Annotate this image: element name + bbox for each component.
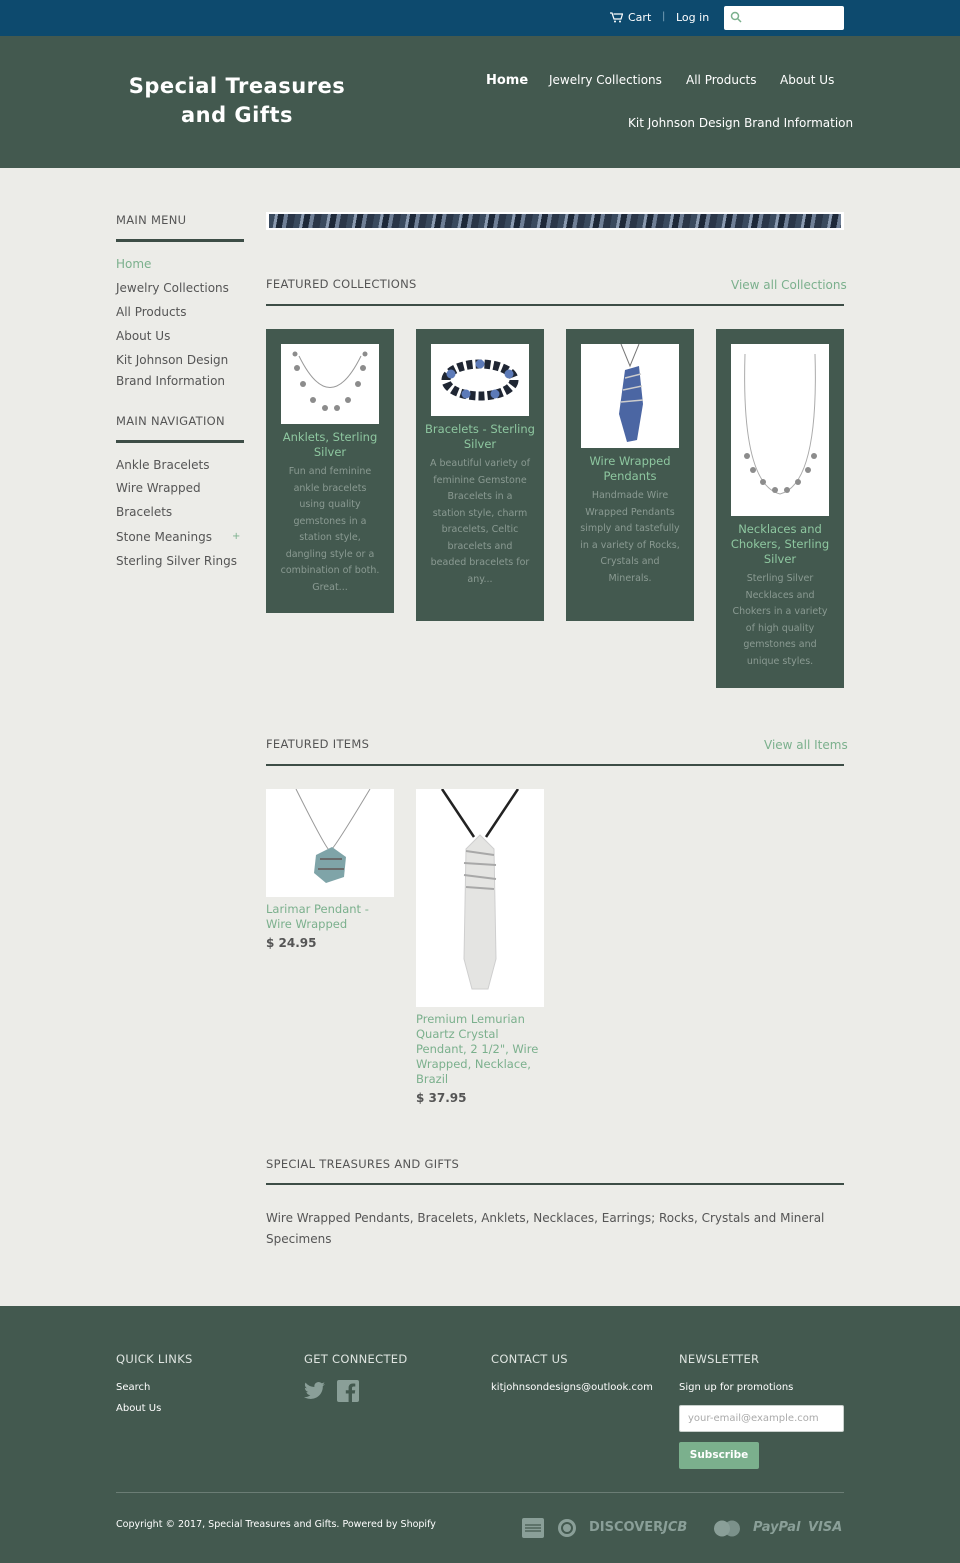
- collection-image: [581, 344, 679, 448]
- collection-image: [281, 344, 379, 424]
- sidebar-item-jewelry-collections[interactable]: Jewelry Collections: [116, 281, 229, 295]
- site-footer: [0, 1306, 960, 1563]
- sidebar-item-home[interactable]: Home: [116, 257, 152, 271]
- main-navigation-heading: MAIN NAVIGATION: [116, 414, 225, 428]
- nav-all-products[interactable]: All Products: [686, 73, 757, 87]
- sidebar-item-ankle-bracelets[interactable]: Ankle Bracelets: [116, 458, 210, 472]
- featured-collections-heading: FEATURED COLLECTIONS: [266, 277, 417, 291]
- view-all-items-link[interactable]: View all Items: [764, 738, 848, 752]
- product-title[interactable]: Premium Lemurian Quartz Crystal Pendant, 2 1/2", Wire Wrapped, Necklace, Brazil: [416, 1012, 539, 1086]
- collection-title: Anklets, Sterling Silver: [282, 430, 378, 459]
- search-input[interactable]: [724, 6, 844, 30]
- nav-brand-information[interactable]: Kit Johnson Design Brand Information: [628, 116, 854, 130]
- sidebar-item-stone-meanings[interactable]: Stone Meanings: [116, 530, 212, 544]
- site-logo[interactable]: Special Treasures and Gifts: [128, 74, 346, 127]
- divider: [116, 239, 244, 242]
- nav-about-us[interactable]: About Us: [780, 73, 835, 87]
- newsletter-heading: NEWSLETTER: [679, 1352, 760, 1366]
- facebook-icon[interactable]: [337, 1380, 359, 1406]
- product-price: $ 24.95: [266, 936, 317, 950]
- sidebar-item-wire-wrapped-bracelets[interactable]: Wire Wrapped Bracelets: [116, 481, 201, 519]
- login-link[interactable]: Log in: [676, 11, 710, 24]
- jcb-icon: JCB: [663, 1520, 688, 1535]
- collection-title: Necklaces and Chokers, Sterling Silver: [730, 522, 830, 566]
- view-all-collections-link[interactable]: View all Collections: [731, 278, 847, 292]
- site-header: [0, 36, 960, 168]
- hero-banner[interactable]: [266, 212, 844, 230]
- collection-title: Wire Wrapped Pendants: [589, 454, 671, 483]
- divider: [266, 304, 844, 306]
- nav-jewelry-collections[interactable]: Jewelry Collections: [549, 73, 662, 87]
- amex-icon: [522, 1518, 544, 1538]
- collection-description: Fun and feminine ankle bracelets using quality gemstones in a station style, dangling style or a combination of both. Great...: [280, 466, 380, 593]
- twitter-icon[interactable]: [304, 1381, 326, 1405]
- collection-description: Sterling Silver Necklaces and Chokers in a variety of high quality gemstones and unique styles.: [732, 573, 828, 667]
- cart-label: Cart: [628, 11, 652, 24]
- newsletter-text: Sign up for promotions: [679, 1382, 794, 1393]
- collection-description: A beautiful variety of feminine Gemstone Bracelets in a station style, charm bracelets, Celtic bracelets and beaded bracelets for any...: [430, 458, 530, 585]
- footer-link-about-us[interactable]: About Us: [116, 1403, 162, 1414]
- about-text: Wire Wrapped Pendants, Bracelets, Anklets, Necklaces, Earrings; Rocks, Crystals and Mineral Specimens: [266, 1211, 825, 1246]
- collection-image: [731, 344, 829, 516]
- nav-home[interactable]: Home: [486, 73, 529, 88]
- collection-card-bracelets[interactable]: [416, 329, 544, 621]
- product-image-lemurian-quartz[interactable]: [416, 789, 544, 1007]
- divider: [116, 1492, 844, 1493]
- subscribe-button[interactable]: Subscribe: [679, 1442, 759, 1469]
- collection-description: Handmade Wire Wrapped Pendants simply and tastefully in a variety of Rocks, Crystals and Minerals.: [580, 490, 680, 584]
- divider: [266, 764, 844, 766]
- mastercard-icon: [713, 1520, 741, 1537]
- cart-icon: [610, 12, 623, 23]
- cart-link[interactable]: [610, 11, 651, 24]
- copyright-text: Copyright © 2017, Special Treasures and Gifts. Powered by Shopify: [116, 1519, 436, 1530]
- banner-image: [269, 214, 841, 228]
- quick-links-heading: QUICK LINKS: [116, 1352, 193, 1366]
- contact-us-heading: CONTACT US: [491, 1352, 568, 1366]
- product-image-larimar[interactable]: [266, 789, 394, 897]
- collection-card-wire-wrapped-pendants[interactable]: [566, 329, 694, 621]
- collection-card-anklets[interactable]: [266, 329, 394, 613]
- top-bar: [0, 0, 960, 36]
- main-menu-heading: MAIN MENU: [116, 213, 187, 227]
- sidebar-item-about-us[interactable]: About Us: [116, 329, 171, 343]
- sidebar-item-all-products[interactable]: All Products: [116, 305, 187, 319]
- collection-image: [431, 344, 529, 416]
- expand-icon[interactable]: +: [232, 531, 241, 542]
- about-heading: SPECIAL TREASURES AND GIFTS: [266, 1157, 460, 1171]
- divider: [116, 440, 244, 443]
- diners-club-icon: [557, 1518, 577, 1538]
- visa-icon: VISA: [808, 1520, 843, 1535]
- sidebar-item-brand-information[interactable]: Kit Johnson Design Brand Information: [116, 353, 229, 388]
- discover-icon: DISCOVER: [589, 1520, 664, 1535]
- contact-email-link[interactable]: kitjohnsondesigns@outlook.com: [491, 1382, 653, 1393]
- collection-title: Bracelets - Sterling Silver: [425, 422, 535, 451]
- paypal-icon: PayPal: [753, 1520, 801, 1535]
- product-price: $ 37.95: [416, 1091, 467, 1105]
- topbar-separator: |: [662, 11, 666, 22]
- collection-card-necklaces[interactable]: [716, 329, 844, 688]
- sidebar-item-sterling-silver-rings[interactable]: Sterling Silver Rings: [116, 554, 238, 568]
- featured-items-heading: FEATURED ITEMS: [266, 737, 370, 751]
- newsletter-email-input[interactable]: your-email@example.com: [679, 1405, 844, 1432]
- get-connected-heading: GET CONNECTED: [304, 1352, 408, 1366]
- product-title[interactable]: Larimar Pendant - Wire Wrapped: [266, 902, 369, 931]
- divider: [266, 1183, 844, 1185]
- search-icon: [730, 11, 742, 23]
- footer-link-search[interactable]: Search: [116, 1382, 151, 1393]
